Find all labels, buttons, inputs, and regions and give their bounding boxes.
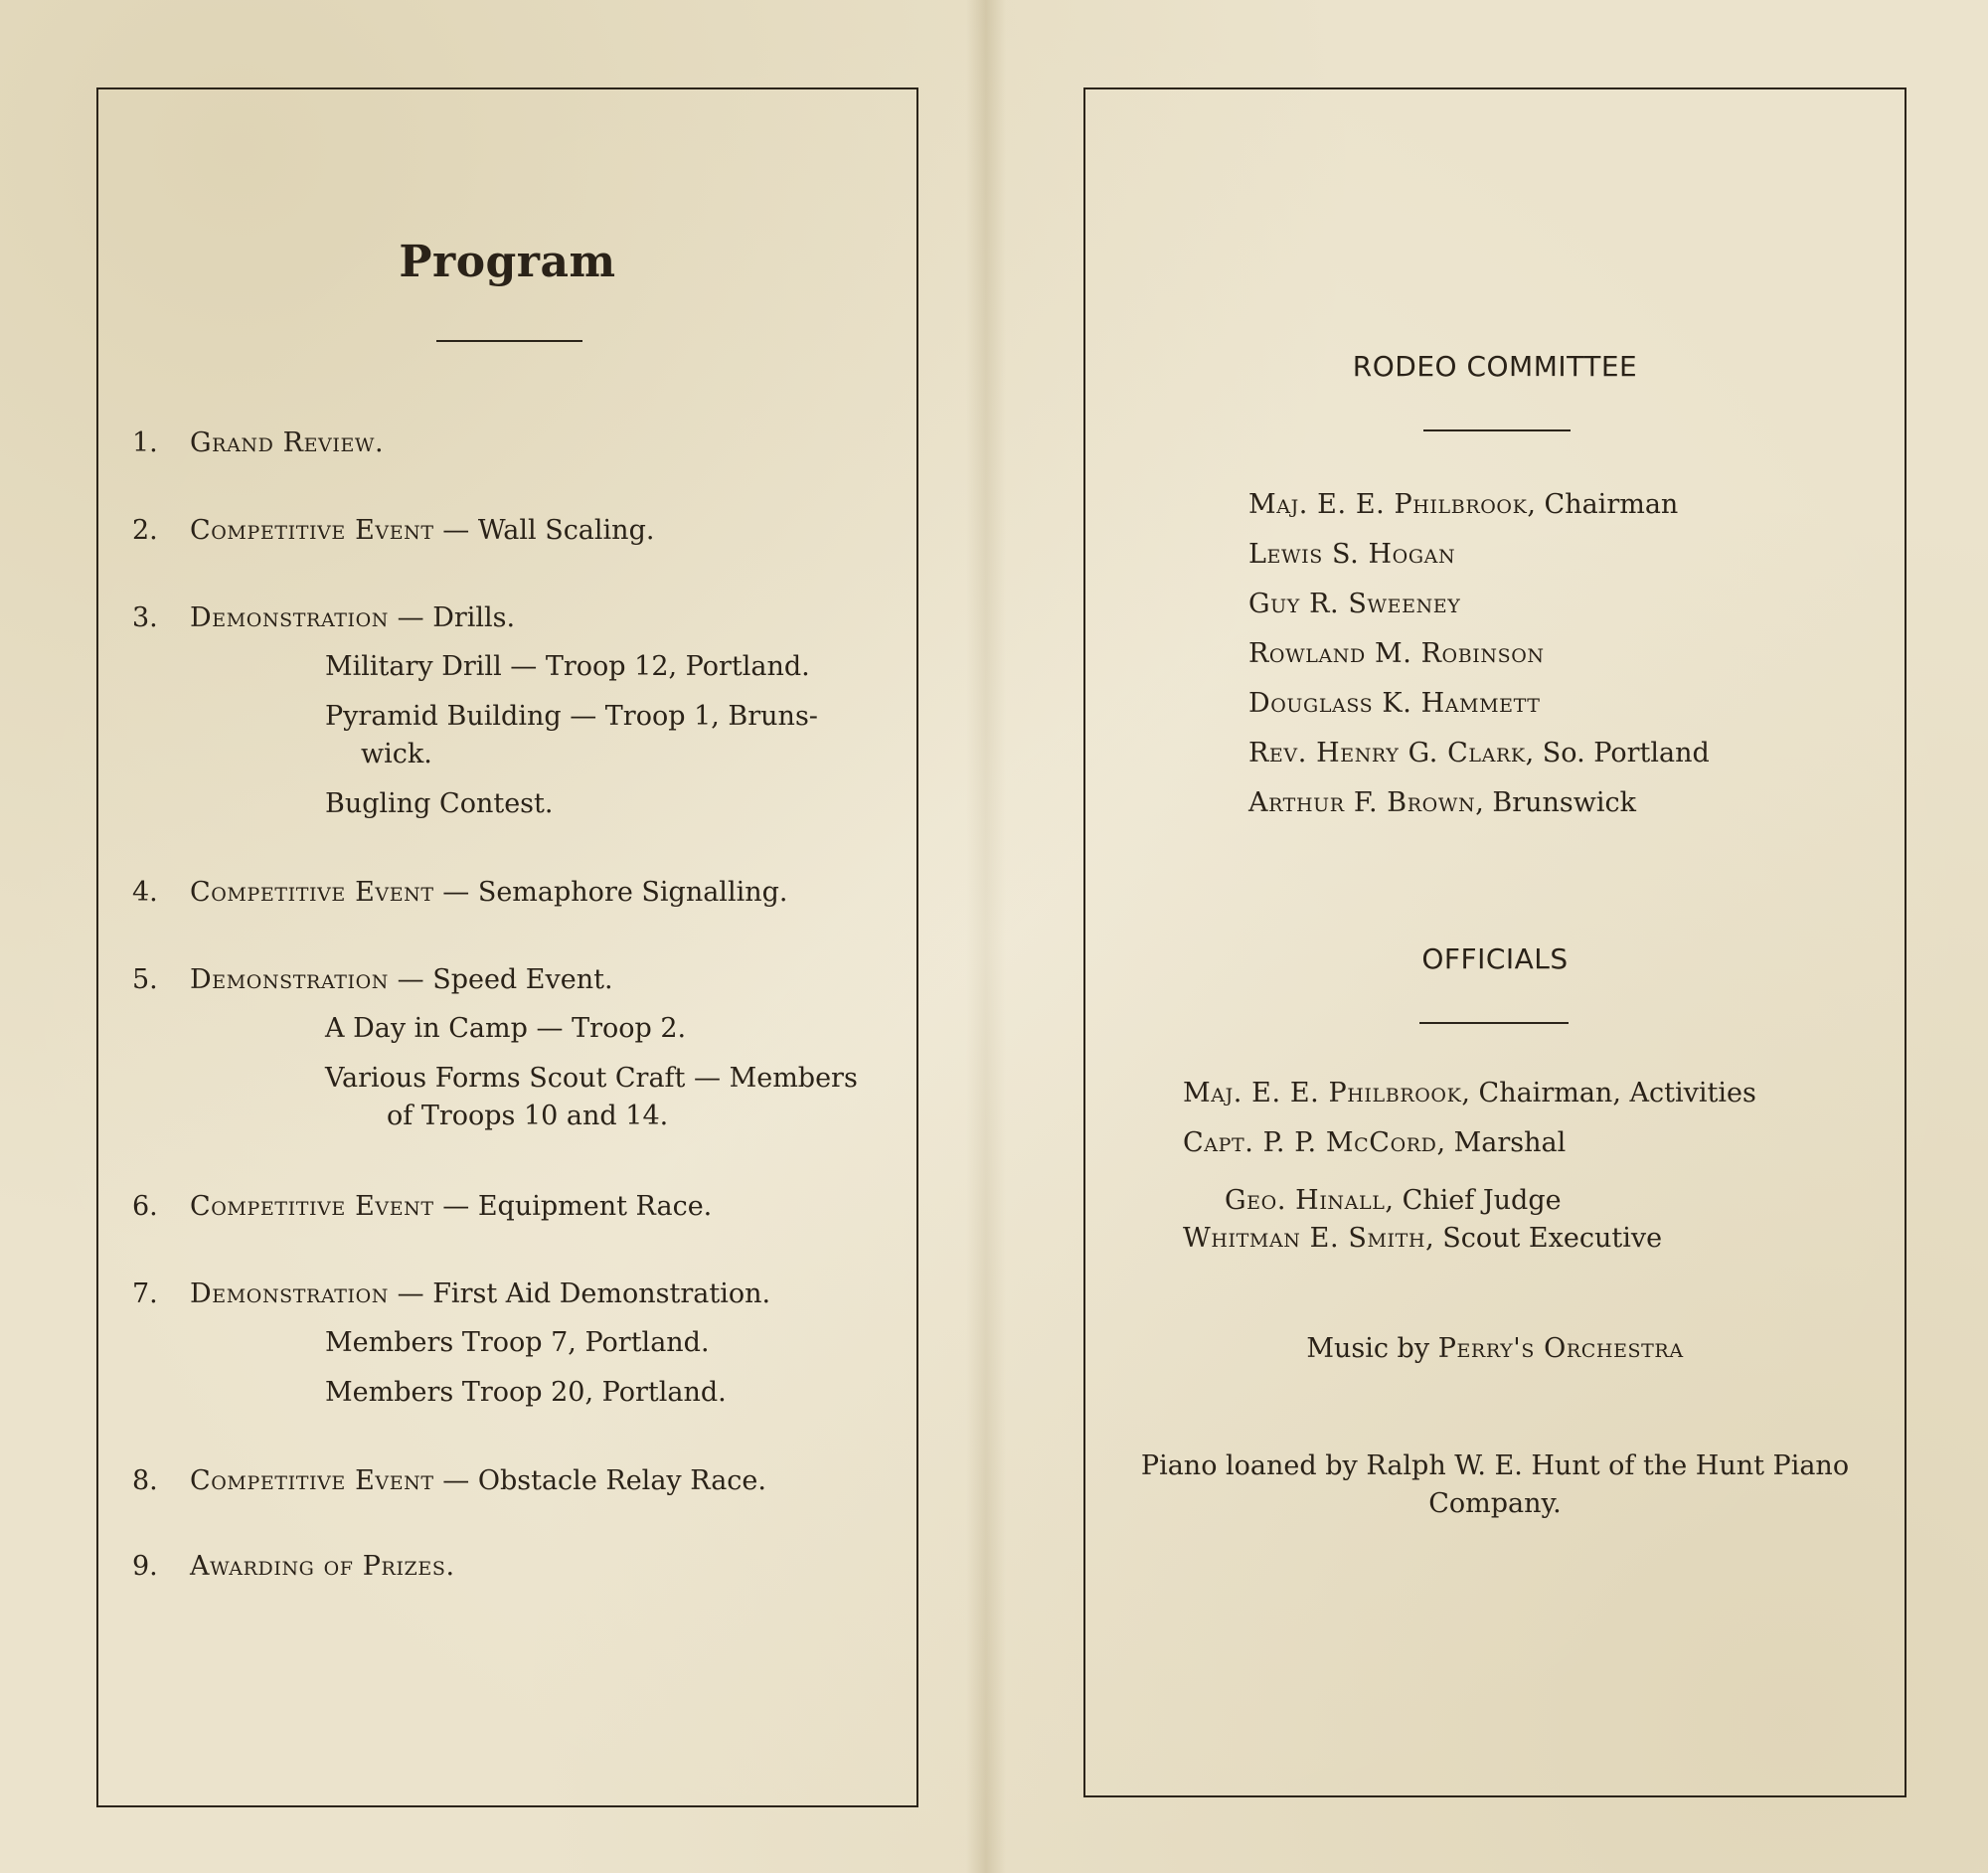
- committee-member: Rev. Henry G. Clark, So. Portland: [1248, 738, 1710, 768]
- committee-divider: [1423, 429, 1571, 431]
- music-credit: Music by Perry's Orchestra: [1306, 1333, 1684, 1364]
- item-number: 3.: [132, 602, 158, 633]
- sub-item-continuation: of Troops 10 and 14.: [387, 1101, 669, 1131]
- item-number: 4.: [132, 877, 158, 908]
- item-number: 2.: [132, 515, 158, 546]
- item-number: 8.: [132, 1465, 158, 1496]
- program-title: Program: [399, 237, 616, 287]
- item-number: 7.: [132, 1278, 158, 1309]
- committee-member: Maj. E. E. Philbrook, Chairman: [1248, 489, 1679, 520]
- item-number: 6.: [132, 1191, 158, 1222]
- item-label: Competitive Event: [190, 1465, 434, 1496]
- item-label: Awarding of Prizes.: [190, 1551, 455, 1582]
- sub-item: Members Troop 20, Portland.: [325, 1377, 727, 1408]
- item-event: — Drills.: [389, 602, 516, 633]
- item-label: Grand Review.: [190, 427, 385, 458]
- official-entry: Geo. Hinall, Chief Judge: [1225, 1185, 1562, 1216]
- program-panel: [96, 87, 918, 1807]
- sub-item: Military Drill — Troop 12, Portland.: [325, 651, 810, 682]
- official-entry: Whitman E. Smith, Scout Executive: [1183, 1223, 1663, 1254]
- piano-credit-line1: Piano loaned by Ralph W. E. Hunt of the Hunt Piano: [1140, 1450, 1850, 1481]
- item-label: Demonstration: [190, 964, 390, 995]
- sub-item: A Day in Camp — Troop 2.: [325, 1013, 687, 1044]
- item-event: — Obstacle Relay Race.: [433, 1465, 766, 1496]
- item-number: 5.: [132, 964, 158, 995]
- committee-member: Rowland M. Robinson: [1248, 638, 1545, 669]
- item-label: Competitive Event: [190, 515, 434, 546]
- sub-item: Various Forms Scout Craft — Members: [325, 1063, 858, 1094]
- item-label: Competitive Event: [190, 1191, 434, 1222]
- committee-member: Lewis S. Hogan: [1248, 539, 1456, 570]
- sub-item: Pyramid Building — Troop 1, Bruns-: [325, 701, 818, 732]
- committee-member: Guy R. Sweeney: [1248, 589, 1461, 619]
- item-event: — Semaphore Signalling.: [433, 877, 788, 908]
- official-entry: Capt. P. P. McCord, Marshal: [1183, 1127, 1567, 1158]
- title-divider: [436, 340, 582, 342]
- officials-heading: OFFICIALS: [1421, 942, 1569, 975]
- item-event: — Speed Event.: [389, 964, 613, 995]
- item-label: Demonstration: [190, 1278, 390, 1309]
- sub-item: Bugling Contest.: [325, 788, 554, 819]
- committee-heading: RODEO COMMITTEE: [1352, 350, 1638, 383]
- item-label: Competitive Event: [190, 877, 434, 908]
- item-number: 1.: [132, 427, 158, 458]
- sub-item: Members Troop 7, Portland.: [325, 1327, 710, 1358]
- committee-panel: [1083, 87, 1906, 1797]
- committee-member: Douglass K. Hammett: [1248, 688, 1541, 719]
- item-event: — First Aid Demonstration.: [389, 1278, 771, 1309]
- item-event: — Equipment Race.: [433, 1191, 713, 1222]
- item-number: 9.: [132, 1551, 158, 1582]
- piano-credit-line2: Company.: [1428, 1488, 1562, 1519]
- committee-member: Arthur F. Brown, Brunswick: [1248, 787, 1636, 818]
- item-event: — Wall Scaling.: [433, 515, 655, 546]
- officials-divider: [1419, 1022, 1569, 1024]
- official-entry: Maj. E. E. Philbrook, Chairman, Activities: [1183, 1078, 1756, 1108]
- item-label: Demonstration: [190, 602, 390, 633]
- sub-item-continuation: wick.: [361, 739, 432, 769]
